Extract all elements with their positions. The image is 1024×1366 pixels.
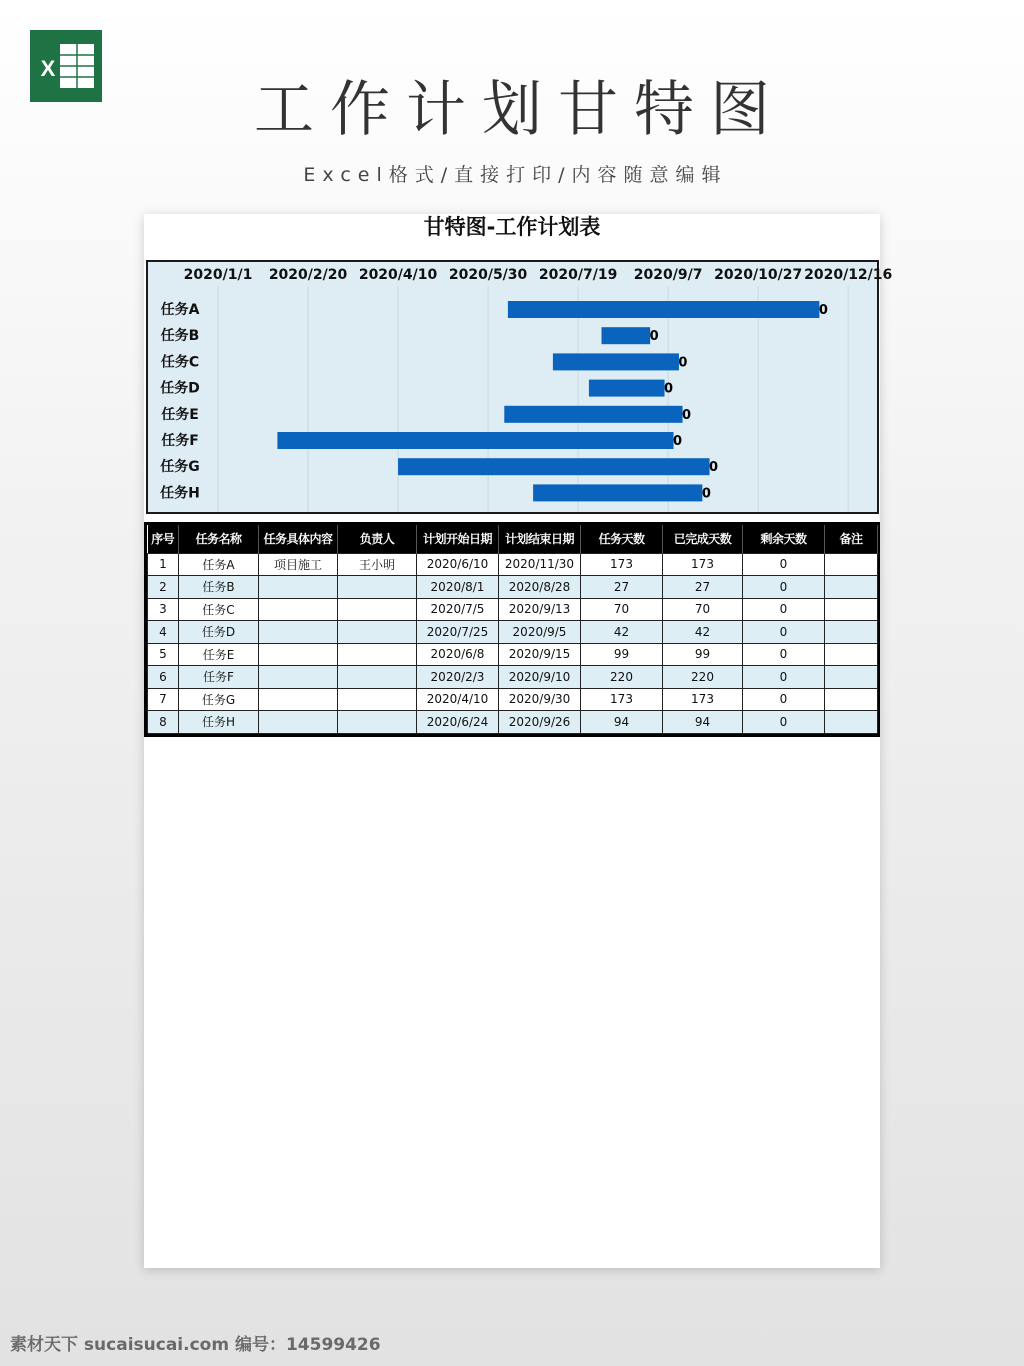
category-label: 任务F [161,433,199,449]
table-row [148,553,878,576]
x-tick-label: 2020/5/30 [448,267,528,283]
x-tick-label: 2020/9/7 [633,267,703,283]
table-cell[interactable] [259,666,338,689]
table-cell[interactable]: 0 [743,643,825,666]
bar-data-label: 0 [682,407,692,423]
bar-data-label: 0 [673,434,683,449]
table-cell[interactable] [338,621,417,644]
category-label: 任务E [161,406,199,423]
table-cell[interactable] [338,576,417,599]
category-label: 任务B [160,328,200,345]
table-cell[interactable]: 2 [148,576,179,599]
table-cell[interactable]: 2020/9/5 [499,621,581,644]
table-cell[interactable]: 0 [743,598,825,621]
x-tick-label: 2020/1/1 [183,267,253,283]
table-row [148,711,878,734]
table-cell[interactable]: 4 [148,621,179,644]
bar-data-label: 0 [649,329,659,345]
table-cell[interactable]: 任务D [179,621,259,644]
table-cell[interactable]: 7 [148,688,179,711]
table-cell[interactable]: 任务G [179,688,259,711]
table-cell[interactable]: 任务H [179,711,259,734]
table-cell[interactable] [825,576,878,599]
table-cell[interactable]: 王小明 [338,553,417,576]
table-cell[interactable]: 173 [663,688,743,711]
table-cell[interactable] [825,711,878,734]
table-cell[interactable]: 173 [663,553,743,576]
gantt-bar [533,484,702,501]
column-header: 已完成天数 [663,525,743,553]
bar-data-label: 0 [709,460,719,476]
table-cell[interactable] [259,643,338,666]
gantt-bar [508,301,819,318]
column-header: 任务具体内容 [259,525,338,553]
table-cell[interactable]: 2020/9/30 [499,688,581,711]
table-cell[interactable]: 2020/7/5 [417,598,499,621]
table-cell[interactable]: 5 [148,643,179,666]
table-cell[interactable]: 3 [148,598,179,621]
bar-data-label: 0 [664,381,674,397]
category-label: 任务G [160,459,200,476]
table-cell[interactable] [259,688,338,711]
table-cell[interactable] [338,598,417,621]
table-cell[interactable]: 2020/11/30 [499,553,581,576]
table-cell[interactable]: 任务A [179,553,259,576]
table-cell[interactable] [338,711,417,734]
table-cell[interactable]: 0 [743,553,825,576]
table-row [148,666,878,689]
table-cell[interactable] [825,598,878,621]
table-cell[interactable]: 任务B [179,576,259,599]
gantt-bar [589,380,665,397]
gantt-chart [146,260,893,514]
table-cell[interactable]: 任务F [179,666,259,689]
x-tick-label: 2020/7/19 [538,267,618,283]
table-cell[interactable]: 0 [743,576,825,599]
x-tick-label: 2020/10/27 [714,267,803,283]
table-cell[interactable] [259,621,338,644]
table-cell[interactable]: 6 [148,666,179,689]
table-cell[interactable]: 2020/6/24 [417,711,499,734]
table-cell[interactable]: 1 [148,553,179,576]
table-cell[interactable]: 173 [581,688,663,711]
table-cell[interactable]: 8 [148,711,179,734]
x-tick-label: 2020/12/16 [804,267,893,283]
column-header: 负责人 [338,525,417,553]
table-cell[interactable]: 70 [663,598,743,621]
table-cell[interactable]: 2020/9/15 [499,643,581,666]
gantt-bar [398,458,709,475]
table-header-row [148,525,878,553]
table-cell[interactable]: 任务E [179,643,259,666]
table-cell[interactable]: 99 [581,643,663,666]
table-row [148,621,878,644]
table-cell[interactable] [825,553,878,576]
table-cell[interactable] [825,666,878,689]
table-cell[interactable]: 2020/8/28 [499,576,581,599]
column-header: 计划开始日期 [417,525,499,553]
table-cell[interactable]: 42 [663,621,743,644]
task-table [144,522,880,737]
table-cell[interactable] [825,688,878,711]
column-header: 剩余天数 [743,525,825,553]
table-cell[interactable]: 2020/8/1 [417,576,499,599]
table-cell[interactable] [338,666,417,689]
watermark: 素材天下 sucaisucai.com 编号：14599426 [10,1335,381,1355]
gantt-bar [602,327,651,344]
gantt-bar [277,432,673,449]
page-subtitle: Excel格式/直接打印/内容随意编辑 [303,164,728,186]
table-cell[interactable]: 70 [581,598,663,621]
category-label: 任务C [160,354,200,371]
gantt-bar [553,353,679,370]
table-cell[interactable] [259,711,338,734]
table-cell[interactable]: 0 [743,688,825,711]
category-label: 任务H [160,485,200,502]
table-row [148,598,878,621]
table-row [148,643,878,666]
bar-data-label: 0 [701,486,711,502]
table-cell[interactable]: 220 [663,666,743,689]
table-cell[interactable]: 2020/6/10 [417,553,499,576]
column-header: 任务名称 [179,525,259,553]
table-cell[interactable]: 0 [743,621,825,644]
table-cell[interactable]: 27 [663,576,743,599]
table-cell[interactable]: 2020/9/10 [499,666,581,689]
page-title: 工作计划甘特图 [254,75,786,145]
table-cell[interactable]: 2020/9/26 [499,711,581,734]
x-tick-label: 2020/4/10 [358,267,438,283]
logo-letter: X [40,56,56,81]
table-cell[interactable]: 2020/7/25 [417,621,499,644]
table-cell[interactable]: 2020/6/8 [417,643,499,666]
table-cell[interactable]: 173 [581,553,663,576]
table-cell[interactable]: 0 [743,711,825,734]
table-row [148,688,878,711]
table-cell[interactable] [338,643,417,666]
table-cell[interactable]: 2020/9/13 [499,598,581,621]
table-cell[interactable] [259,576,338,599]
table-cell[interactable] [825,621,878,644]
spreadsheet-page [144,214,893,1268]
bar-data-label: 0 [678,355,688,371]
category-label: 任务A [160,302,200,318]
table-cell[interactable]: 94 [581,711,663,734]
table-cell[interactable]: 27 [581,576,663,599]
table-cell[interactable] [338,688,417,711]
category-label: 任务D [160,380,200,397]
gantt-bar [504,406,682,423]
table-cell[interactable]: 42 [581,621,663,644]
gantt-chart-svg [148,262,893,512]
table-cell[interactable] [259,598,338,621]
table-cell[interactable]: 99 [663,643,743,666]
x-tick-label: 2020/2/20 [268,267,348,283]
column-header: 任务天数 [581,525,663,553]
table-cell[interactable]: 220 [581,666,663,689]
table-row [148,576,878,599]
table-cell[interactable]: 2020/2/3 [417,666,499,689]
column-header: 计划结束日期 [499,525,581,553]
table-cell[interactable]: 94 [663,711,743,734]
column-header: 备注 [825,525,878,553]
table-cell[interactable]: 任务C [179,598,259,621]
chart-title: 甘特图-工作计划表 [423,215,601,239]
column-header: 序号 [148,525,179,553]
table-cell[interactable]: 2020/4/10 [417,688,499,711]
table-cell[interactable]: 0 [743,666,825,689]
table-cell[interactable] [825,643,878,666]
bar-data-label: 0 [818,303,828,318]
table-cell[interactable]: 项目施工 [259,553,338,576]
